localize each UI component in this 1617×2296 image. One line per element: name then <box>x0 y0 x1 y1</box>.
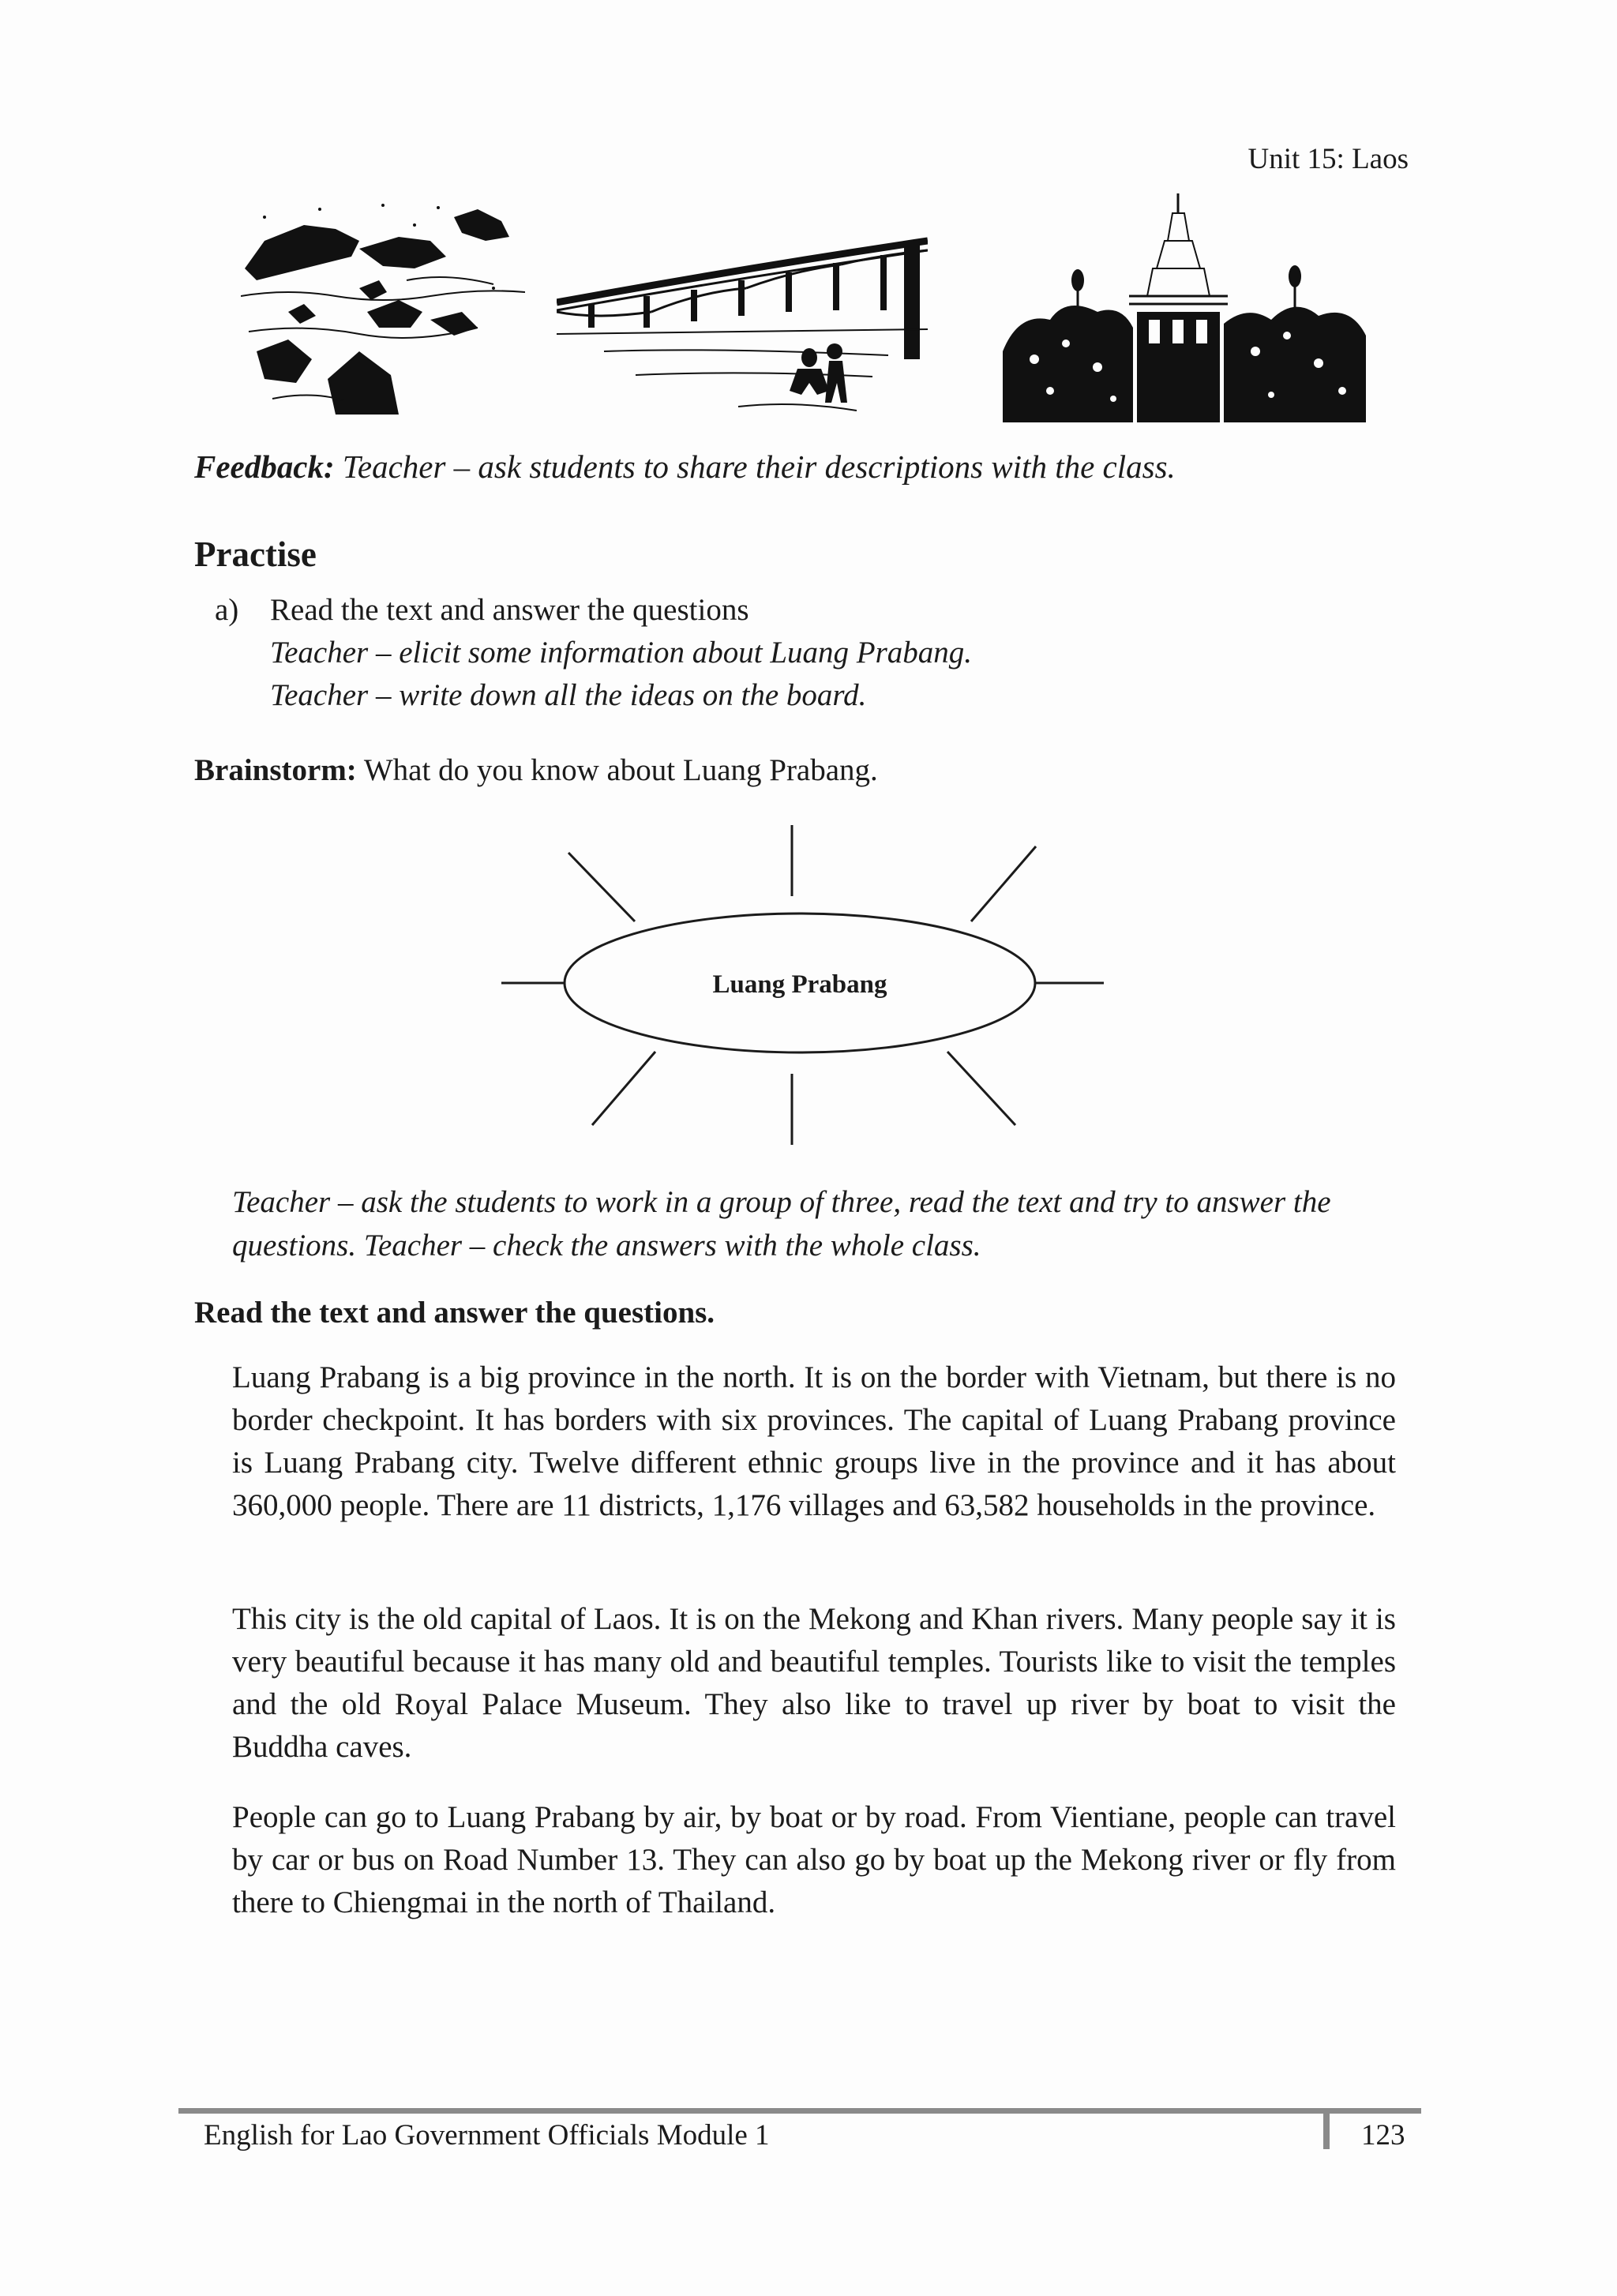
teacher-instruction-1: Teacher – elicit some information about Luang Prabang. <box>270 636 973 670</box>
brainstorm-label: Brainstorm: <box>194 753 357 787</box>
footer-divider <box>1323 2108 1330 2149</box>
reading-paragraph-2: This city is the old capital of Laos. It is on the Mekong and Khan rivers. Many people say it is very beautiful because it has many old and beautiful temples. Tourists like to visit the temples and the old Royal Palace Museum. They also like to travel up river by boat to visit the Buddha caves. <box>232 1602 1396 1764</box>
teacher-instruction-2: Teacher – write down all the ideas on the board. <box>270 678 867 712</box>
mekong-bridge-sketch <box>557 193 928 422</box>
center-label: Luang Prabang <box>712 970 887 999</box>
spider-diagram <box>490 813 1113 1161</box>
unit-header: Unit 15: Laos <box>1247 143 1409 175</box>
page-number: 123 <box>1361 2119 1405 2152</box>
spoke-bottom-left <box>592 1052 655 1125</box>
reading-heading: Read the text and answer the questions. <box>194 1296 715 1330</box>
brainstorm-line <box>194 752 878 788</box>
feedback-line <box>194 448 1176 486</box>
step-letter: a) <box>215 593 239 627</box>
spoke-top-right <box>971 846 1036 921</box>
spoke-bottom-right <box>947 1052 1015 1125</box>
teacher-note: Teacher – ask the students to work in a group of three, read the text and try to answer the questions. Teacher – check the answers with the whole class. <box>232 1185 1331 1262</box>
practise-heading: Practise <box>194 535 317 574</box>
reading-paragraph-1: Luang Prabang is a big province in the north. It is on the border with Vietnam, but there is no border checkpoint. It has borders with six provinces. The capital of Luang Prabang province is Luang Prabang city. Twelve different ethnic groups live in the province and it has about 360,000 people. There are 11 districts, 1,176 villages and 63,582 households in the province. <box>232 1360 1396 1522</box>
river-rocks-sketch <box>241 193 525 422</box>
feedback-label: Feedback: <box>194 448 335 485</box>
spoke-top-left <box>568 853 635 921</box>
feedback-text: Teacher – ask students to share their descriptions with the class. <box>334 448 1176 485</box>
reading-paragraph-3: People can go to Luang Prabang by air, by boat or by road. From Vientiane, people can travel by car or bus on Road Number 13. They can also go by boat up the Mekong river or fly from there to Chiengmai in the north of Thailand. <box>232 1800 1396 1919</box>
step-instruction: Read the text and answer the questions <box>270 593 749 627</box>
footer-book-title: English for Lao Government Officials Module 1 <box>204 2119 770 2152</box>
brainstorm-question: What do you know about Luang Prabang. <box>356 753 878 787</box>
footer-rule <box>178 2108 1421 2114</box>
temple-stupa-sketch <box>1003 193 1366 422</box>
